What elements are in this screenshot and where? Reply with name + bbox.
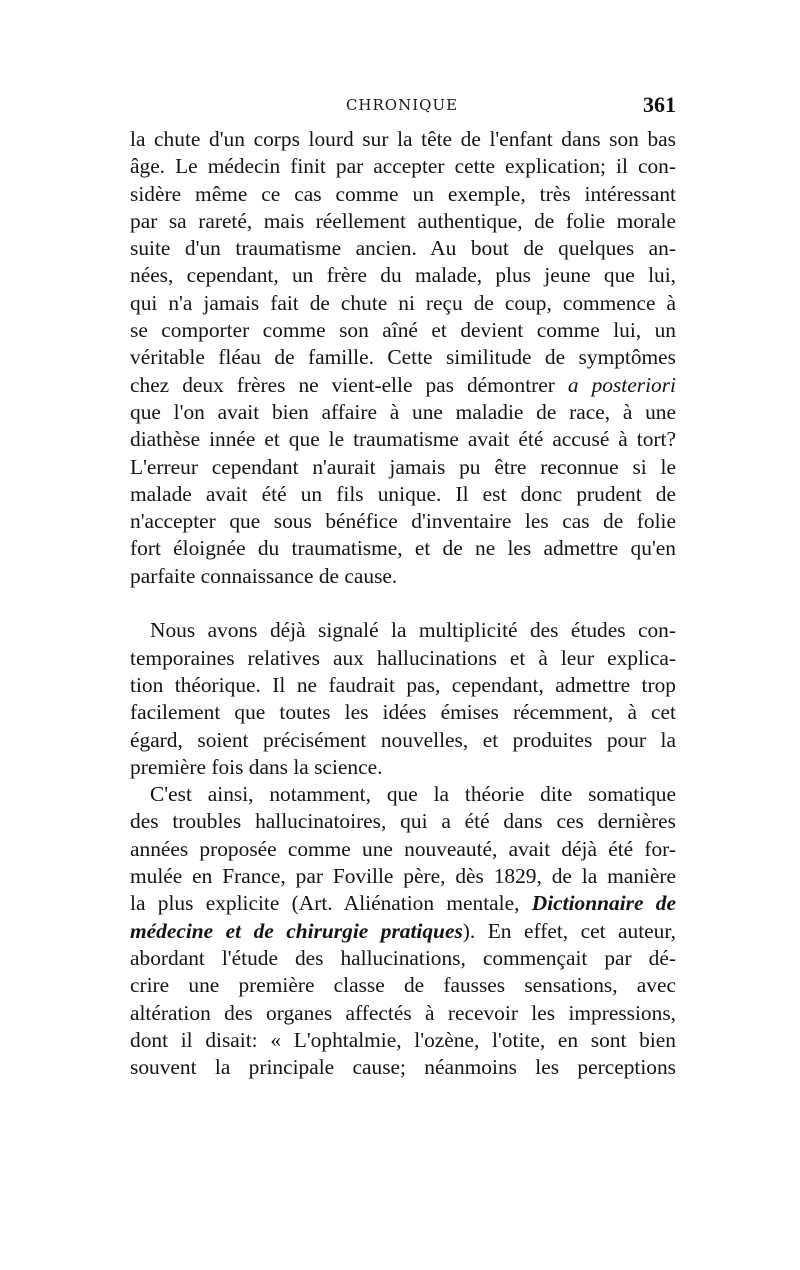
page-number: 361 (643, 92, 676, 117)
text-line: fort éloignée du traumatisme, et de ne les admettre qu'en (130, 536, 676, 561)
text-line: dont il disait: « L'ophtalmie, l'ozène, l'otite, en sont bien (130, 1027, 676, 1052)
text-line: égard, soient précisément nouvelles, et produites pour la (130, 727, 676, 752)
text-line: L'erreur cependant n'aurait jamais pu être reconnue si le (130, 454, 676, 479)
text-line: la chute d'un corps lourd sur la tête de l'enfant dans son bas (130, 127, 676, 151)
text-run: la plus explicite (Art. Aliénation mentale, (130, 891, 520, 916)
text-line: par sa rareté, mais réellement authentique, de folie morale (130, 208, 676, 233)
running-head: CHRONIQUE (345, 96, 459, 114)
page-header (128, 92, 676, 122)
paragraph-gap (130, 590, 676, 617)
text-line: Nous avons déjà signalé la multiplicité des études con- (150, 618, 676, 643)
text-line: parfaite connaissance de cause. (130, 563, 398, 588)
book-title: Dictionnaire de (531, 891, 676, 916)
text-line: temporaines relatives aux hallucinations et à leur explica- (130, 645, 676, 670)
text-line (130, 918, 676, 945)
paragraph (130, 781, 676, 1081)
paragraph (130, 126, 676, 590)
text-line: facilement que toutes les idées émises récemment, à cet (130, 700, 676, 725)
text-run: chez deux frères ne vient-elle pas démontrer (130, 372, 555, 397)
text-line: se comporter comme son aîné et devient comme lui, un (130, 318, 676, 343)
text-line: des troubles hallucinatoires, qui a été dans ces dernières (130, 809, 676, 834)
text-line: souvent la principale cause; néanmoins les perceptions (130, 1055, 676, 1080)
body-text (130, 126, 676, 1081)
text-line: qui n'a jamais fait de chute ni reçu de coup, commence à (130, 290, 676, 315)
text-line: âge. Le médecin finit par accepter cette explication; il con- (130, 154, 676, 179)
text-line: tion théorique. Il ne faudrait pas, cependant, admettre trop (130, 672, 676, 697)
text-line: n'accepter que sous bénéfice d'inventaire les cas de folie (130, 509, 676, 534)
text-line (130, 372, 676, 399)
latin-phrase: a posteriori (567, 372, 676, 397)
text-line: abordant l'étude des hallucinations, commençait par dé- (130, 945, 676, 970)
text-line: nées, cependant, un frère du malade, plus jeune que lui, (130, 263, 676, 288)
text-line: altération des organes affectés à recevoir les impressions, (130, 1000, 676, 1025)
text-line: diathèse innée et que le traumatisme avait été accusé à tort? (130, 427, 676, 452)
text-line: véritable fléau de famille. Cette similitude de symptômes (130, 345, 676, 370)
text-run: ). En effet, cet auteur, (462, 918, 676, 943)
text-line: que l'on avait bien affaire à une maladie de race, à une (130, 399, 676, 424)
text-line: malade avait été un fils unique. Il est donc prudent de (130, 481, 676, 506)
text-line: C'est ainsi, notamment, que la théorie dite somatique (150, 782, 676, 807)
book-title: médecine et de chirurgie pratiques (130, 918, 463, 943)
text-line: première fois dans la science. (130, 754, 383, 779)
text-line: sidère même ce cas comme un exemple, très intéressant (130, 181, 676, 206)
paragraph (130, 617, 676, 781)
text-line: années proposée comme une nouveauté, avait déjà été for- (130, 836, 676, 861)
text-line: mulée en France, par Foville père, dès 1829, de la manière (130, 864, 676, 889)
text-line: suite d'un traumatisme ancien. Au bout de quelques an- (130, 236, 676, 261)
text-line (130, 890, 676, 917)
text-line: crire une première classe de fausses sensations, avec (130, 973, 676, 998)
